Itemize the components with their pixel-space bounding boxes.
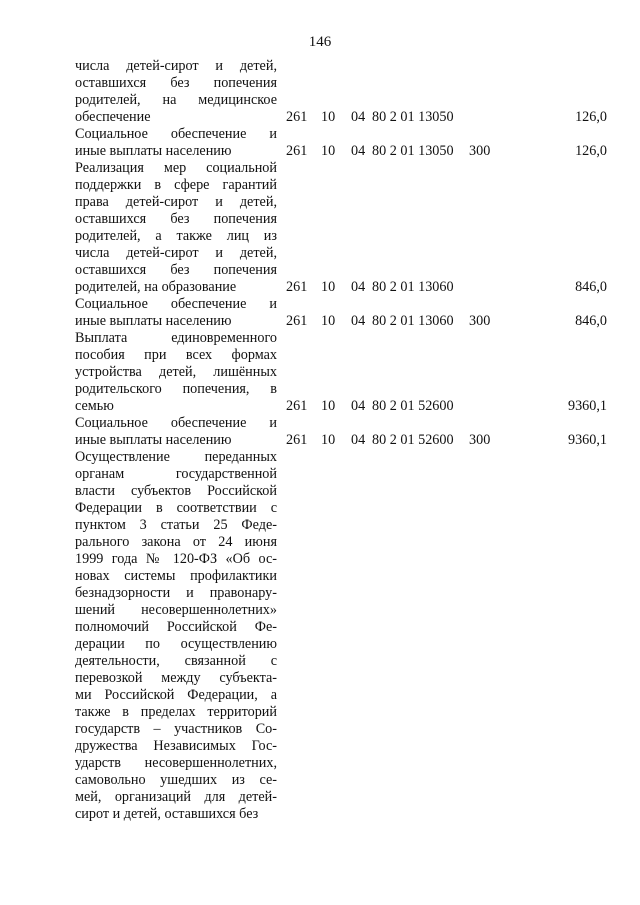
subsection-code: 04 (351, 143, 366, 159)
target-article-code: 80 2 01 13050 (372, 109, 454, 125)
amount: 9360,1 (567, 432, 607, 448)
row-description-line: оставшихся без попечения (75, 262, 277, 278)
section-code: 10 (321, 109, 336, 125)
row-description-line: поддержки в сфере гарантий (75, 177, 277, 193)
subsection-code: 04 (351, 279, 366, 295)
expense-type-code: 300 (469, 313, 491, 329)
row-description-line: родительского попечения, в (75, 381, 277, 397)
department-code: 261 (286, 143, 308, 159)
row-description-line: 1999 года № 120-ФЗ «Об ос- (75, 551, 277, 567)
row-description-line: перевозкой между субъекта- (75, 670, 277, 686)
amount: 9360,1 (567, 398, 607, 414)
row-description-line: пособия при всех формах (75, 347, 277, 363)
row-description-line: государств – участников Со- (75, 721, 277, 737)
amount: 126,0 (575, 143, 607, 159)
amount: 846,0 (575, 313, 607, 329)
row-description-line: Выплата единовременного (75, 330, 277, 346)
row-description-line: Социальное обеспечение и (75, 296, 277, 312)
row-description-line: ударств несовершеннолетних, (75, 755, 277, 771)
row-description-line: иные выплаты населению (75, 432, 232, 448)
target-article-code: 80 2 01 13060 (372, 313, 454, 329)
row-description-line: дружества Независимых Гос- (75, 738, 277, 754)
row-description-line: новах системы профилактики (75, 568, 277, 584)
department-code: 261 (286, 432, 308, 448)
target-article-code: 80 2 01 13050 (372, 143, 454, 159)
row-description-line: деятельности, связанной с (75, 653, 277, 669)
target-article-code: 80 2 01 13060 (372, 279, 454, 295)
row-description-line: Федерации в соответствии с (75, 500, 277, 516)
amount: 126,0 (575, 109, 607, 125)
section-code: 10 (321, 432, 336, 448)
row-description-line: органам государственной (75, 466, 277, 482)
expense-type-code: 300 (469, 143, 491, 159)
row-description-line: полномочий Российской Фе- (75, 619, 277, 635)
page-number: 146 (308, 34, 332, 50)
row-description-line: устройства детей, лишённых (75, 364, 277, 380)
amount: 846,0 (575, 279, 607, 295)
row-description-line: оставшихся без попечения (75, 75, 277, 91)
target-article-code: 80 2 01 52600 (372, 432, 454, 448)
section-code: 10 (321, 313, 336, 329)
row-description-line: безнадзорности и правонару- (75, 585, 277, 601)
row-description-line: самовольно ушедших из се- (75, 772, 277, 788)
expense-type-code: 300 (469, 432, 491, 448)
subsection-code: 04 (351, 313, 366, 329)
row-description-line: дерации по осуществлению (75, 636, 277, 652)
row-description-line: также в пределах территорий (75, 704, 277, 720)
row-description-line: мей, организаций для детей- (75, 789, 277, 805)
department-code: 261 (286, 109, 308, 125)
row-description-line: Реализация мер социальной (75, 160, 277, 176)
row-description-line: числа детей-сирот и детей, (75, 245, 277, 261)
section-code: 10 (321, 143, 336, 159)
subsection-code: 04 (351, 432, 366, 448)
row-description-line: родителей, а также лиц из (75, 228, 277, 244)
target-article-code: 80 2 01 52600 (372, 398, 454, 414)
row-description-line: рального закона от 24 июня (75, 534, 277, 550)
row-description-line: Социальное обеспечение и (75, 126, 277, 142)
row-description-line: семью (75, 398, 114, 414)
row-description-line: иные выплаты населению (75, 313, 232, 329)
row-description-line: родителей, на медицинское (75, 92, 277, 108)
row-description-line: права детей-сирот и детей, (75, 194, 277, 210)
row-description-line: оставшихся без попечения (75, 211, 277, 227)
department-code: 261 (286, 313, 308, 329)
row-description-line: сирот и детей, оставшихся без (75, 806, 259, 822)
row-description-line: пунктом 3 статьи 25 Феде- (75, 517, 277, 533)
subsection-code: 04 (351, 398, 366, 414)
row-description-line: иные выплаты населению (75, 143, 232, 159)
department-code: 261 (286, 398, 308, 414)
subsection-code: 04 (351, 109, 366, 125)
row-description-line: Социальное обеспечение и (75, 415, 277, 431)
section-code: 10 (321, 279, 336, 295)
row-description-line: Осуществление переданных (75, 449, 277, 465)
row-description-line: власти субъектов Российской (75, 483, 277, 499)
row-description-line: числа детей-сирот и детей, (75, 58, 277, 74)
row-description-line: ми Российской Федерации, а (75, 687, 277, 703)
row-description-line: шений несовершеннолетних» (75, 602, 277, 618)
department-code: 261 (286, 279, 308, 295)
section-code: 10 (321, 398, 336, 414)
row-description-line: обеспечение (75, 109, 151, 125)
row-description-line: родителей, на образование (75, 279, 237, 295)
